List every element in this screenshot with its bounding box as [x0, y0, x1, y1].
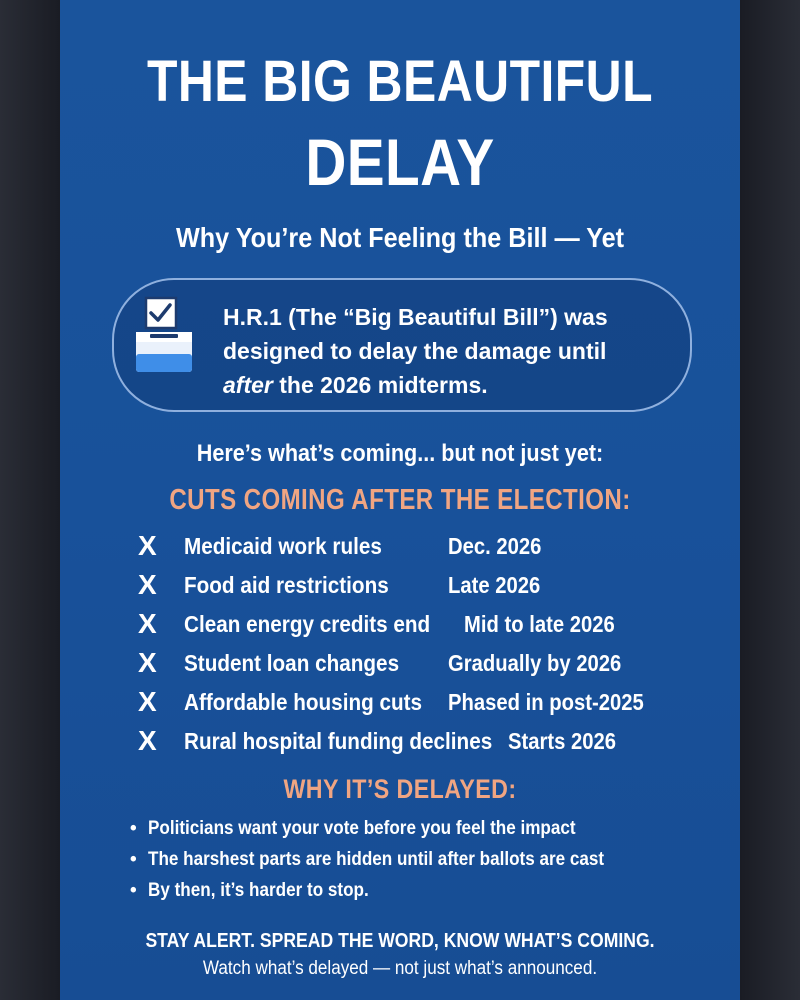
x-mark-icon: X [138, 608, 157, 639]
cut-timing: Mid to late 2026 [464, 611, 615, 637]
cut-item: Food aid restrictions [184, 572, 389, 598]
reason-item [130, 880, 730, 911]
cut-timing: Late 2026 [448, 572, 541, 598]
bullet-icon: • [130, 880, 137, 901]
cuts-list [138, 530, 738, 764]
poster-title-line1: THE BIG BEAUTIFUL [146, 49, 654, 114]
cut-row [138, 725, 738, 764]
reason-item [130, 849, 730, 880]
frame-left-edge [0, 0, 60, 1000]
ballot-box-icon [132, 296, 196, 376]
callout-text [223, 300, 693, 402]
reason-text: Politicians want your vote before you feel the impact [148, 818, 576, 839]
x-mark-icon: X [138, 530, 157, 561]
callout-line3-emphasis: after [223, 372, 273, 398]
cut-row [138, 608, 738, 647]
cut-item: Affordable housing cuts [184, 689, 423, 715]
bullet-icon: • [130, 849, 137, 870]
cuts-heading: CUTS COMING AFTER THE ELECTION: [169, 484, 631, 516]
cut-timing: Starts 2026 [508, 728, 617, 754]
bullet-icon: • [130, 818, 137, 839]
frame-right-edge [740, 0, 800, 1000]
footer-call-to-action: STAY ALERT. SPREAD THE WORD, KNOW WHAT’S COMING. [145, 930, 655, 952]
callout-line1: H.R.1 (The “Big Beautiful Bill”) was [223, 304, 608, 330]
cut-row [138, 530, 738, 569]
reason-item [130, 818, 730, 849]
cut-timing: Phased in post-2025 [448, 689, 644, 715]
cut-item: Rural hospital funding declines [184, 728, 493, 754]
cut-item: Student loan changes [184, 650, 400, 676]
cut-row [138, 686, 738, 725]
reasons-list [130, 818, 730, 911]
callout-line3 [223, 368, 693, 402]
cut-item: Medicaid work rules [184, 533, 382, 559]
poster [60, 0, 740, 1000]
reason-text: The harshest parts are hidden until after ballots are cast [148, 849, 605, 870]
cut-row [138, 647, 738, 686]
callout-line3-rest: the 2026 midterms. [272, 372, 488, 398]
x-mark-icon: X [138, 647, 157, 678]
poster-subtitle: Why You’re Not Feeling the Bill — Yet [175, 222, 625, 253]
cut-row [138, 569, 738, 608]
poster-title-line2: DELAY [305, 125, 495, 199]
lead-text: Here’s what’s coming... but not just yet: [196, 440, 604, 467]
x-mark-icon: X [138, 725, 157, 756]
x-mark-icon: X [138, 569, 157, 600]
cut-item: Clean energy credits end [184, 611, 431, 637]
callout-line2: designed to delay the damage until [223, 338, 607, 364]
why-heading: WHY IT’S DELAYED: [283, 774, 517, 804]
cut-timing: Dec. 2026 [448, 533, 542, 559]
footer-tagline: Watch what’s delayed — not just what’s announced. [202, 958, 598, 979]
cut-timing: Gradually by 2026 [448, 650, 622, 676]
reason-text: By then, it’s harder to stop. [148, 880, 369, 901]
x-mark-icon: X [138, 686, 157, 717]
